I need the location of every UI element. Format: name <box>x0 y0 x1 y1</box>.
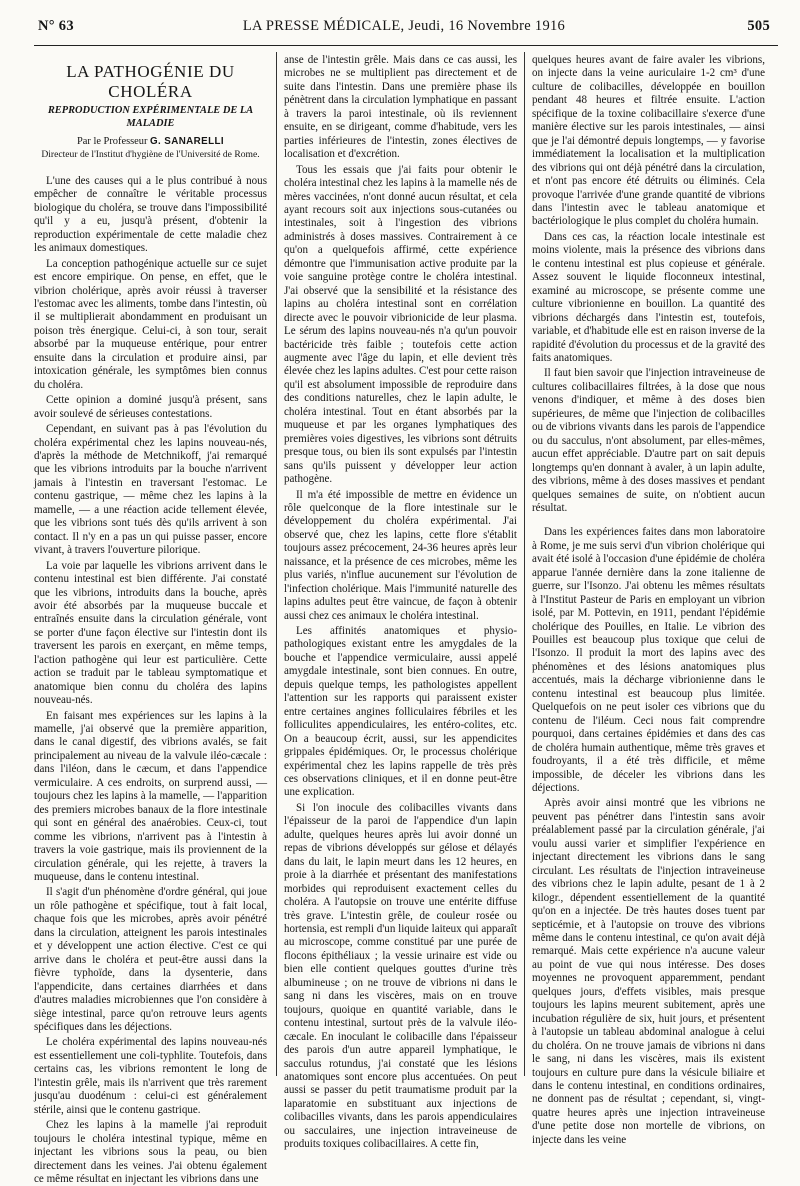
paragraph: Il s'agit d'un phénomène d'ordre général, qui joue un rôle pathogène et spécifique, tout à fait local, chaque fois que les microbes, après avoir pénétré dans la circulation, atteignent les parois intestinales et y développent une action élective. C'est ce qui arrive dans le choléra et peut-être aussi dans la fièvre typhoïde, dans la dysenterie, dans l'appendicite, dans certaines diarrhées et dans d'autres maladies microbiennes que l'on considère à siège intestinal, parce qu'on retrouve leurs agents spécifiques dans les déjections. <box>34 886 267 1033</box>
column-3 <box>532 54 765 1146</box>
paragraph: En faisant mes expériences sur les lapins à la mamelle, j'ai observé que la première apparition, dans le canal digestif, des vibrions avalés, se fait principalement au niveau de la valvule iléo-cæcale : dans l'iléon, dans le cæcum, et dans l'appendice vermiculaire. A ces endroits, on surprend aussi, — toujours chez les lapins à la mamelle, — l'apparition des premiers microbes banaux de la flore intestinale qui sont en général des anaérobies. Ceux-ci, tout comme les vibrions, n'arrivent pas à l'intestin à travers la voie gastrique, mais ils proviennent de la circulation générale, qui les rejette, à travers la muqueuse, dans le contenu intestinal. <box>34 709 267 884</box>
journal-title: LA PRESSE MÉDICALE, Jeudi, 16 Novembre 1916 <box>242 18 566 34</box>
paragraph: Après avoir ainsi montré que les vibrions ne peuvent pas pénétrer dans l'intestin sans avoir préalablement passé par la circulation générale, j'ai voulu aussi varier et simplifier l'expérience en injectant directement les vibrions dans le sang circulant. Les résultats de l'injection intraveineuse des vibrions chez le lapin adulte, pesant de 1 à 2 kilogr., dépendent essentiellement de la quantité qu'on en a injectée. De très hautes doses tuent par septicémie, et à l'autopsie on trouve des vibrions même dans le contenu intestinal, ce qu'on avait déjà remarqué. Mais cette expérience n'a aucune valeur au point de vue qui nous intéresse. Des doses moyennes ne provoquent apparemment, pendant quelques jours, d'effets visibles, mais presque toujours les lapins meurent subitement, après une incubation régulière de six, huit jours, et présentent à l'autopsie un tableau abdominal analogue à celui du choléra. On ne trouve jamais de vibrions ni dans le sang, ni dans les viscères, mais ils existent toujours en culture pure dans la vésicule biliaire et dans le contenu intestinal, en conditions ordinaires, ne donnent pas de résultat ; cependant, si, vingt-quatre heures après une injection intraveineuse d'une petite dose non mortelle de vibrions, on injecte dans les veine <box>532 797 765 1146</box>
paragraph: Si l'on inocule des colibacilles vivants dans l'épaisseur de la paroi de l'appendice d'un lapin adulte, quelques heures après lui avoir donné un repas de vibrions développés sur gélose et délayés dans du lait, le lapin meurt dans les 12 heures, en proie à la diarrhée et présentant des manifestations morbides qui reproduisent exactement celles du choléra. A l'autopsie on trouve une entérite diffuse très grave. L'intestin grêle, de couleur rosée ou hortensia, est rempli d'un liquide laiteux qui apparaît au microscope, comme constitué par une purée de flocons épithéliaux ; la vessie urinaire est vide ou bien elle contient quelques gouttes d'urine très albumineuse ; on ne trouve de vibrions ni dans le sang ni dans les viscères, mais on en trouve toujours, quoique en quantité variable, dans le contenu intestinal, surtout près de la valvule iléo-cæcale. En inoculant le colibacille dans l'épaisseur des parois d'un autre appareil lymphatique, le sacculus rotundus, j'ai constaté que les lésions anatomiques sont encore plus accentuées. On peut aussi se passer du petit traumatisme produit par la laparatomie en substituant aux injections de colibacilles vivants, dans les parois appendiculaires ou sacculaires, une injection intraveineuse de produits toxiques colibacillaires. A cette fin, <box>284 801 517 1151</box>
byline <box>34 135 267 148</box>
paragraph: L'une des causes qui a le plus contribué à nous empêcher de connaître le véritable processus biologique du choléra, se trouve dans l'impossibilité qu'il y a eu, jusqu'à présent, d'obtenir la reproduction expérimentale de cette maladie chez les animaux domestiques. <box>34 174 267 255</box>
paragraph: Tous les essais que j'ai faits pour obtenir le choléra intestinal chez les lapins à la mamelle nés de mères vaccinées, n'ont donné aucun résultat, et cela ayant recours soit aux injections sous-cutanées ou intestinales, soit à l'ingestion des vibrions administrés à doses massives. Contrairement à ce qu'on a quelquefois affirmé, cette expérience démontre que l'immunisation active produite par la voie sanguine protège contre le choléra intestinal. J'ai observé que la sensibilité et la résistance des lapins au choléra intestinal sont en corrélation directe avec le pouvoir vibrionicide de leur plasma. Le sérum des lapins nouveau-nés n'a qu'un pouvoir bactéricide très faible ; toutefois cette action augmente avec l'âge du lapin, et elle devient très élevée chez les lapins adultes. C'est pour cette raison qu'il est absolument impossible de reproduire dans des conditions naturelles, chez le lapin adulte, le choléra intestinal. Tout en étant absorbés par la muqueuse et par les organes lymphatiques des premières voies digestives, les vibrions sont détruits presque tous, ou bien ils sont expulsés par l'intestin sans qu'ils puissent y développer leur action pathogène. <box>284 163 517 486</box>
paragraph: Le choléra expérimental des lapins nouveau-nés est essentiellement une coli-typhlite. Toutefois, dans certains cas, les vibrions remontent le long de l'intestin grêle, mais ils n'arrivent que très rarement jusqu'au duodénum : celui-ci est généralement stérile, ainsi que le contenu gastrique. <box>34 1036 267 1116</box>
byline-prefix: Par le Professeur <box>77 136 148 147</box>
paragraph: Dans les expériences faites dans mon laboratoire à Rome, je me suis servi d'un vibrion cholérique qui avait été isolé à l'occasion d'une épidémie de choléra apparue l'année dernière dans la zone italienne de guerre, sur l'Isonzo. J'ai obtenu les mêmes résultats à l'Institut Pasteur de Paris en employant un vibrion isolé, par M. Pottevin, en 1911, pendant l'épidémie cholérique des Pouilles, en Italie. Le vibrion des Pouilles est beaucoup plus toxique que celui de l'Isonzo. Il produit la mort des lapins avec des phénomènes et des lésions anatomiques plus accentués, mais la décharge vibrionienne dans le contenu intestinal est beaucoup plus limitée. Quelquefois on ne peut isoler ces vibrions que du contenu de l'iléum. Ceci nous fait comprendre pourquoi, dans certaines épidémies et dans des cas de choléra humain authentique, même très graves et foudroyants, il a été très difficile, et même impossible, de déceler les vibrions dans les déjections. <box>532 526 765 795</box>
paragraph: La conception pathogénique actuelle sur ce sujet est encore empirique. On pense, en effet, que le vibrion cholérique, après avoir réussi à traverser l'estomac avec les aliments, tombe dans l'intestin, où il se multiplierait abondamment en produisant un poison très énergique. Celui-ci, à son tour, serait absorbé par la muqueuse entérique, pour entrer ensuite dans la circulation et produire ainsi, par intoxication générale, les symptômes bien connus du choléra. <box>34 257 267 391</box>
header-rule <box>34 45 778 46</box>
paragraph: quelques heures avant de faire avaler les vibrions, on injecte dans la veine auriculaire 1-2 cm³ d'une culture de colibacilles, développée en bouillon pendant 48 heures et filtrée ensuite. L'action spécifique de la toxine colibacillaire s'exerce d'une manière élective sur les parois intestinales, — ainsi que je l'ai démontré depuis longtemps, — y favorise immédiatement la localisation et la multiplication des vibrions qui ont déjà pénétré dans la circulation, et n'ont pas encore été détruits ou éliminés. Cela provoque l'arrivée d'une grande quantité de vibrions dans l'intestin avec le tableau anatomique et bactériologique le plus complet du choléra humain. <box>532 54 765 228</box>
paragraph: Les affinités anatomiques et physio-pathologiques existant entre les amygdales de la bouche et l'appendice vermiculaire, aussi appelé amygdale intestinale, sont bien connues. En outre, depuis quelque temps, les pathologistes appellent l'attention sur les rapports qui paraissent exister entre certaines angines folliculaires fébriles et les folliculites appendiculaires, les entéro-colites, etc. On a beaucoup écrit, aussi, sur les appendicites grippales épidémiques. Or, le processus cholérique expérimental chez les lapins rappelle de très près ces observations cliniques, et il en donne peut-être une explication. <box>284 625 517 799</box>
running-header <box>38 16 770 36</box>
paragraph: Cette opinion a dominé jusqu'à présent, sans avoir soulevé de sérieuses contestations. <box>34 394 267 420</box>
paragraph: Chez les lapins à la mamelle j'ai reproduit toujours le choléra intestinal typique, même en injectant les vibrions sous la peau, ou bien directement dans les veines. J'ai obtenu également ce même résultat en injectant les vibrions dans une <box>34 1119 267 1185</box>
author-affiliation: Directeur de l'Institut d'hygiène de l'Université de Rome. <box>41 149 260 161</box>
paragraph: Il m'a été impossible de mettre en évidence un rôle quelconque de la flore intestinale sur le développement du choléra expérimental. J'ai observé que, chez les lapins, cette flore s'établit toujours assez précocement, 24-36 heures après leur naissance, et la présence de ces microbes, même les plus variés, n'influe aucunement sur l'évolution de l'infection cholérique. Mais l'immunité naturelle des lapins adultes peut être vaincue, de façon à obtenir aussi chez ces animaux le choléra intestinal. <box>284 488 517 622</box>
paragraph: Il faut bien savoir que l'injection intraveineuse de cultures colibacillaires filtrées, à la dose que nous venons d'indiquer, et même à des doses bien supérieures, de même que l'injection de colibacilles ou de vibrions vivants dans les parois de l'appendice ou du sacculus, n'ont absolument, par elles-mêmes, aucun effet appréciable. D'autre part on sait depuis longtemps qu'en donnant à avaler, à un lapin adulte, des vibrions, même à des doses massives et pendant quelques semaines de suite, on n'obtient aucun résultat. <box>532 367 765 514</box>
paragraph: La voie par laquelle les vibrions arrivent dans le contenu intestinal est bien différente. J'ai constaté que les vibrions, introduits dans la bouche, après avoir été absorbés par la muqueuse buccale et entraînés ensuite dans la circulation générale, vont se porter d'une façon élective sur l'intestin dont ils traversent les parois en exerçant, en même temps, l'action pathogène qui leur est particulière. Cette action se traduit par le tableau symptomatique et anatomique bien connu du choléra des lapins nouveau-nés. <box>34 559 267 707</box>
paragraph: Cependant, en suivant pas à pas l'évolution du choléra expérimental chez les lapins nouveau-nés, d'après la méthode de Metchnikoff, j'ai remarqué que les vibrions introduits par la bouche n'arrivent jamais à l'intestin en traversant l'estomac. Le contenu gastrique, — même chez les lapins à la mamelle, — a une réaction acide tellement élevée, que les vibrions sont tués dès qu'ils arrivent à son contact. Il n'y en a pas un qui puisse passer, encore vivant, à travers l'ouverture pilorique. <box>34 423 267 557</box>
column-rule <box>524 52 525 1076</box>
column-2 <box>284 54 517 1151</box>
paragraph: Dans ces cas, la réaction locale intestinale est moins violente, mais la présence des vibrions dans le contenu intestinal est plus copieuse et générale. Assez souvent le liquide floconneux intestinal, examiné au microscope, se présente comme une culture vibrionienne en bouillon. La quantité des vibrions déchargés dans l'intestin est, toutefois, variable, et d'habitude elle est en raison inverse de la rapidité d'évolution du processus et de la gravité des faits anatomiques. <box>532 230 765 364</box>
issue-number: N° 63 <box>38 18 74 34</box>
author-name: G. SANARELLI <box>150 136 224 147</box>
page-number: 505 <box>747 18 770 34</box>
article-subtitle: REPRODUCTION EXPÉRIMENTALE DE LA MALADIE <box>47 105 254 129</box>
column-rule <box>276 52 277 1076</box>
column-1 <box>34 54 267 1185</box>
article-title: LA PATHOGÉNIE DU CHOLÉRA <box>66 62 235 101</box>
paragraph: anse de l'intestin grêle. Mais dans ce cas aussi, les microbes ne se multiplient pas directement et de suite dans l'intestin. Dans une première phase ils pénètrent dans la circulation lymphatique en passant à travers la paroi intestinale, où ils reviennent ensuite, en se dirigeant, comme d'habitude, vers les parties inférieures de l'intestin, zones électives de localisation et d'excrétion. <box>284 54 517 161</box>
